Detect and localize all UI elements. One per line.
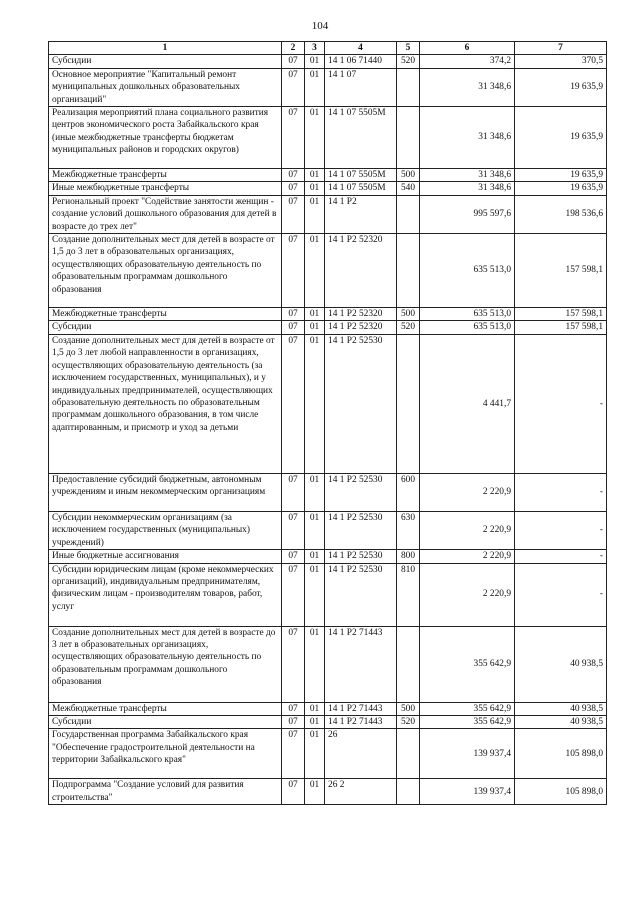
subsection-code-cell: 01 [305, 234, 325, 308]
subsection-code-cell: 01 [305, 321, 325, 334]
amount-cell: - [515, 511, 607, 549]
expense-type-cell [397, 334, 420, 473]
subsection-code-cell: 01 [305, 729, 325, 779]
table-row [49, 169, 607, 182]
section-code-cell: 07 [282, 550, 305, 563]
amount-cell: 355 642,9 [420, 715, 515, 728]
amount-cell: 635 513,0 [420, 308, 515, 321]
amount-cell: 2 220,9 [420, 473, 515, 511]
expense-type-cell: 600 [397, 473, 420, 511]
amount-cell: - [515, 334, 607, 473]
section-code-cell: 07 [282, 321, 305, 334]
subsection-code-cell: 01 [305, 626, 325, 702]
expense-type-cell: 520 [397, 715, 420, 728]
section-code-cell: 07 [282, 55, 305, 68]
header-cell: 6 [420, 42, 515, 55]
target-article-cell: 14 1 07 5505М [325, 107, 397, 169]
row-name-cell: Иные межбюджетные трансферты [49, 182, 282, 195]
amount-cell: 31 348,6 [420, 182, 515, 195]
amount-cell: - [515, 563, 607, 626]
section-code-cell: 07 [282, 107, 305, 169]
row-name-cell: Подпрограмма "Создание условий для развития строительства" [49, 779, 282, 805]
subsection-code-cell: 01 [305, 308, 325, 321]
subsection-code-cell: 01 [305, 715, 325, 728]
amount-cell: 40 938,5 [515, 715, 607, 728]
section-code-cell: 07 [282, 169, 305, 182]
header-cell: 2 [282, 42, 305, 55]
row-name-cell: Межбюджетные трансферты [49, 702, 282, 715]
table-row [49, 321, 607, 334]
amount-cell: 157 598,1 [515, 321, 607, 334]
table-row [49, 195, 607, 233]
subsection-code-cell: 01 [305, 107, 325, 169]
amount-cell: 19 635,9 [515, 107, 607, 169]
table-row [49, 702, 607, 715]
subsection-code-cell: 01 [305, 169, 325, 182]
expense-type-cell: 520 [397, 321, 420, 334]
row-name-cell: Создание дополнительных мест для детей в возрасте от 1,5 до 3 лет любой направленности в организациях, осуществляющих образовательную деятельность (за исключением государственных, муниципальных), и у индивидуальных предпринимателей, осуществляющих образовательную деятельность по образовательным программам дошкольного образования, в том числе адаптированным, и присмотр и уход за детьми [49, 334, 282, 473]
target-article-cell: 14 1 Р2 52530 [325, 511, 397, 549]
table-row [49, 550, 607, 563]
target-article-cell: 14 1 Р2 52530 [325, 334, 397, 473]
amount-cell: 635 513,0 [420, 234, 515, 308]
expense-type-cell [397, 779, 420, 805]
table-row [49, 182, 607, 195]
subsection-code-cell: 01 [305, 334, 325, 473]
target-article-cell: 14 1 Р2 52530 [325, 550, 397, 563]
amount-cell: 995 597,6 [420, 195, 515, 233]
expense-type-cell: 800 [397, 550, 420, 563]
subsection-code-cell: 01 [305, 563, 325, 626]
section-code-cell: 07 [282, 511, 305, 549]
expense-type-cell [397, 68, 420, 106]
expense-type-cell: 520 [397, 55, 420, 68]
row-name-cell: Субсидии [49, 55, 282, 68]
amount-cell: 355 642,9 [420, 626, 515, 702]
amount-cell: 105 898,0 [515, 779, 607, 805]
subsection-code-cell: 01 [305, 68, 325, 106]
target-article-cell: 26 2 [325, 779, 397, 805]
section-code-cell: 07 [282, 729, 305, 779]
amount-cell: 139 937,4 [420, 779, 515, 805]
amount-cell: 31 348,6 [420, 169, 515, 182]
amount-cell: 4 441,7 [420, 334, 515, 473]
header-cell: 4 [325, 42, 397, 55]
amount-cell: 139 937,4 [420, 729, 515, 779]
subsection-code-cell: 01 [305, 182, 325, 195]
row-name-cell: Государственная программа Забайкальского края "Обеспечение градостроительной деятельности на территории Забайкальского края" [49, 729, 282, 779]
row-name-cell: Межбюджетные трансферты [49, 308, 282, 321]
table-row [49, 563, 607, 626]
expense-type-cell [397, 729, 420, 779]
section-code-cell: 07 [282, 182, 305, 195]
section-code-cell: 07 [282, 563, 305, 626]
amount-cell: 19 635,9 [515, 182, 607, 195]
expense-type-cell: 500 [397, 169, 420, 182]
target-article-cell: 14 1 Р2 71443 [325, 715, 397, 728]
header-cell: 1 [49, 42, 282, 55]
table-row [49, 511, 607, 549]
amount-cell: 355 642,9 [420, 702, 515, 715]
subsection-code-cell: 01 [305, 702, 325, 715]
expense-type-cell: 500 [397, 308, 420, 321]
amount-cell: 19 635,9 [515, 169, 607, 182]
expense-type-cell: 810 [397, 563, 420, 626]
expense-type-cell [397, 195, 420, 233]
expense-type-cell: 540 [397, 182, 420, 195]
amount-cell: 198 536,6 [515, 195, 607, 233]
section-code-cell: 07 [282, 715, 305, 728]
table-row [49, 779, 607, 805]
target-article-cell: 14 1 07 [325, 68, 397, 106]
section-code-cell: 07 [282, 626, 305, 702]
subsection-code-cell: 01 [305, 195, 325, 233]
amount-cell: 374,2 [420, 55, 515, 68]
row-name-cell: Реализация мероприятий плана социального развития центров экономического роста Забайкальского края (иные межбюджетные трансферты бюджетам муниципальных районов и городских округов) [49, 107, 282, 169]
row-name-cell: Предоставление субсидий бюджетным, автономным учреждениям и иным некоммерческим организациям [49, 473, 282, 511]
table-row [49, 626, 607, 702]
subsection-code-cell: 01 [305, 511, 325, 549]
amount-cell: 2 220,9 [420, 550, 515, 563]
section-code-cell: 07 [282, 702, 305, 715]
table-row [49, 473, 607, 511]
section-code-cell: 07 [282, 473, 305, 511]
amount-cell: 40 938,5 [515, 626, 607, 702]
section-code-cell: 07 [282, 195, 305, 233]
target-article-cell: 14 1 07 5505М [325, 182, 397, 195]
subsection-code-cell: 01 [305, 55, 325, 68]
row-name-cell: Субсидии [49, 321, 282, 334]
amount-cell: 370,5 [515, 55, 607, 68]
target-article-cell: 14 1 Р2 52320 [325, 308, 397, 321]
header-cell: 5 [397, 42, 420, 55]
target-article-cell: 14 1 06 71440 [325, 55, 397, 68]
section-code-cell: 07 [282, 334, 305, 473]
amount-cell: - [515, 550, 607, 563]
subsection-code-cell: 01 [305, 473, 325, 511]
section-code-cell: 07 [282, 308, 305, 321]
subsection-code-cell: 01 [305, 779, 325, 805]
table-row [49, 68, 607, 106]
target-article-cell: 26 [325, 729, 397, 779]
target-article-cell: 14 1 Р2 [325, 195, 397, 233]
row-name-cell: Создание дополнительных мест для детей в возрасте до 3 лет в образовательных организациях, осуществляющих образовательную деятельность по образовательным программам дошкольного образования [49, 626, 282, 702]
table-row [49, 234, 607, 308]
page-number: 104 [311, 20, 329, 32]
row-name-cell: Субсидии некоммерческим организациям (за исключением государственных (муниципальных) учреждений) [49, 511, 282, 549]
amount-cell: 40 938,5 [515, 702, 607, 715]
expense-type-cell [397, 234, 420, 308]
amount-cell: 157 598,1 [515, 308, 607, 321]
table-row [49, 308, 607, 321]
section-code-cell: 07 [282, 779, 305, 805]
table-row [49, 107, 607, 169]
section-code-cell: 07 [282, 68, 305, 106]
target-article-cell: 14 1 Р2 71443 [325, 702, 397, 715]
amount-cell: 2 220,9 [420, 563, 515, 626]
row-name-cell: Основное мероприятие "Капитальный ремонт муниципальных дошкольных образовательных организаций" [49, 68, 282, 106]
row-name-cell: Создание дополнительных мест для детей в возрасте от 1,5 до 3 лет в образовательных организациях, осуществляющих образовательную деятельность по образовательным программам дошкольного образования [49, 234, 282, 308]
target-article-cell: 14 1 Р2 52530 [325, 473, 397, 511]
header-cell: 3 [305, 42, 325, 55]
amount-cell: 31 348,6 [420, 68, 515, 106]
table-row [49, 334, 607, 473]
target-article-cell: 14 1 Р2 52320 [325, 321, 397, 334]
row-name-cell: Субсидии юридическим лицам (кроме некоммерческих организаций), индивидуальным предпринимателям, физическим лицам - производителям товаров, работ, услуг [49, 563, 282, 626]
table-header-row [49, 42, 607, 55]
amount-cell: - [515, 473, 607, 511]
table-row [49, 729, 607, 779]
amount-cell: 2 220,9 [420, 511, 515, 549]
expense-type-cell [397, 107, 420, 169]
row-name-cell: Региональный проект "Содействие занятости женщин - создание условий дошкольного образования для детей в возрасте до трех лет" [49, 195, 282, 233]
amount-cell: 635 513,0 [420, 321, 515, 334]
target-article-cell: 14 1 Р2 52530 [325, 563, 397, 626]
budget-table [48, 41, 607, 805]
target-article-cell: 14 1 Р2 71443 [325, 626, 397, 702]
header-cell: 7 [515, 42, 607, 55]
table-row [49, 55, 607, 68]
row-name-cell: Субсидии [49, 715, 282, 728]
target-article-cell: 14 1 07 5505М [325, 169, 397, 182]
expense-type-cell: 500 [397, 702, 420, 715]
amount-cell: 19 635,9 [515, 68, 607, 106]
table-row [49, 715, 607, 728]
section-code-cell: 07 [282, 234, 305, 308]
amount-cell: 31 348,6 [420, 107, 515, 169]
amount-cell: 157 598,1 [515, 234, 607, 308]
amount-cell: 105 898,0 [515, 729, 607, 779]
expense-type-cell: 630 [397, 511, 420, 549]
row-name-cell: Межбюджетные трансферты [49, 169, 282, 182]
target-article-cell: 14 1 Р2 52320 [325, 234, 397, 308]
subsection-code-cell: 01 [305, 550, 325, 563]
expense-type-cell [397, 626, 420, 702]
row-name-cell: Иные бюджетные ассигнования [49, 550, 282, 563]
